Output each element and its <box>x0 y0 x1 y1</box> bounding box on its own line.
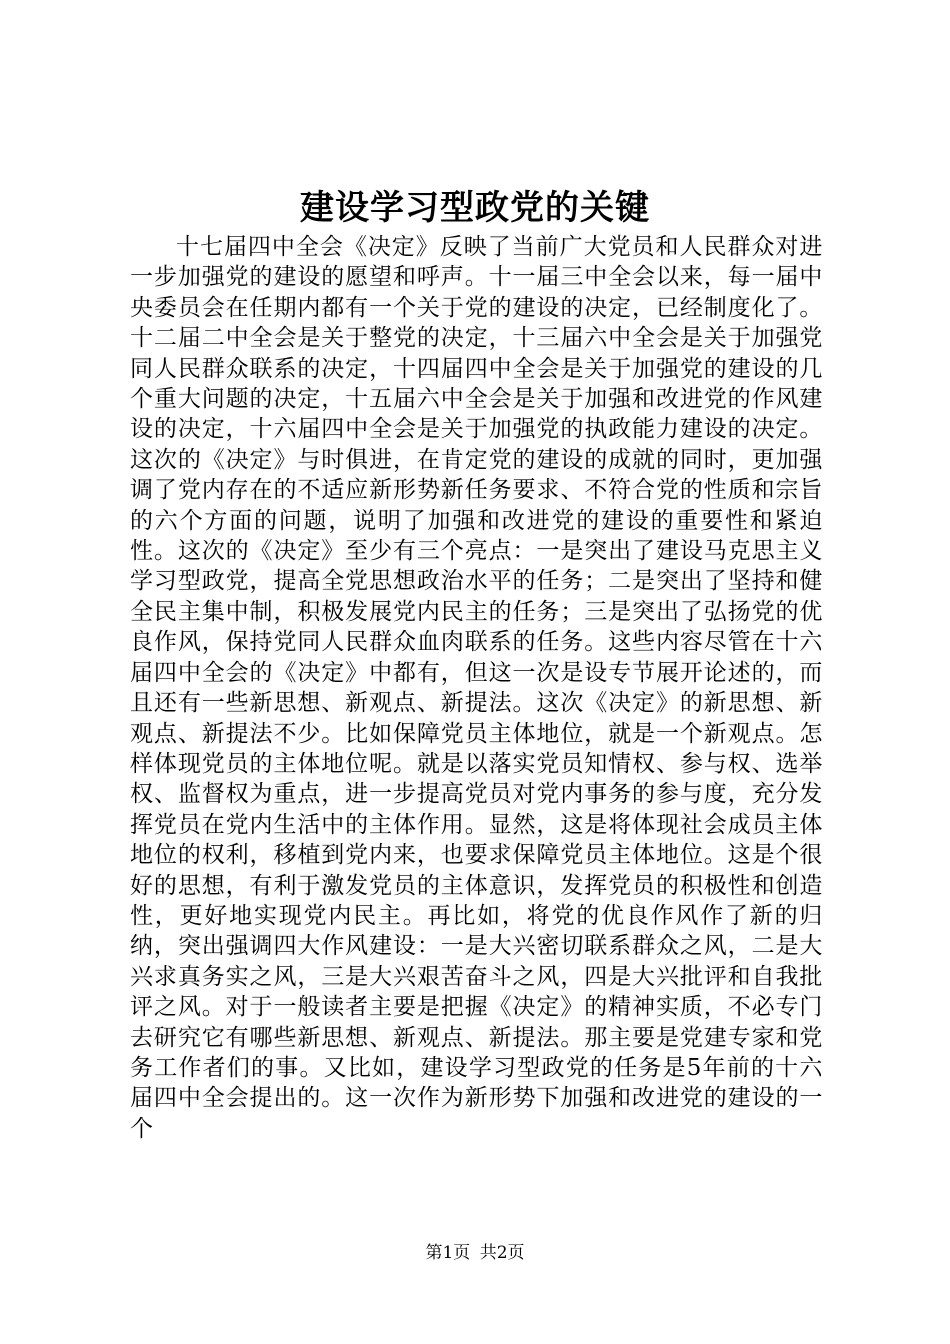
page-number-total: 共2页 <box>479 1243 525 1263</box>
page-footer <box>0 1241 950 1265</box>
document-title: 建设学习型政党的关键 <box>300 188 650 228</box>
page-number-current: 第1页 <box>425 1243 471 1263</box>
document-body-paragraph: 十七届四中全会《决定》反映了当前广大党员和人民群众对进一步加强党的建设的愿望和呼声。十一届三中全会以来，每一届中央委员会在任期内都有一个关于党的建设的决定，已经制度化了。十二届二中全会是关于整党的决定，十三届六中全会是关于加强党同人民群众联系的决定，十四届四中全会是关于加强党的建设的几个重大问题的决定，十五届六中全会是关于加强和改进党的作风建设的决定，十六届四中全会是关于加强党的执政能力建设的决定。这次的《决定》与时俱进，在肯定党的建设的成就的同时，更加强调了党内存在的不适应新形势新任务要求、不符合党的性质和宗旨的六个方面的问题，说明了加强和改进党的建设的重要性和紧迫性。这次的《决定》至少有三个亮点：一是突出了建设马克思主义学习型政党，提高全党思想政治水平的任务；二是突出了坚持和健全民主集中制，积极发展党内民主的任务；三是突出了弘扬党的优良作风，保持党同人民群众血肉联系的任务。这些内容尽管在十六届四中全会的《决定》中都有，但这一次是设专节展开论述的，而且还有一些新思想、新观点、新提法。这次《决定》的新思想、新观点、新提法不少。比如保障党员主体地位，就是一个新观点。怎样体现党员的主体地位呢。就是以落实党员知情权、参与权、选举权、监督权为重点，进一步提高党员对党内事务的参与度，充分发挥党员在党内生活中的主体作用。显然，这是将体现社会成员主体地位的权利，移植到党内来，也要求保障党员主体地位。这是个很好的思想，有利于激发党员的主体意识，发挥党员的积极性和创造性，更好地实现党内民主。再比如，将党的优良作风作了新的归纳，突出强调四大作风建设：一是大兴密切联系群众之风，二是大兴求真务实之风，三是大兴艰苦奋斗之风，四是大兴批评和自我批评之风。对于一般读者主要是把握《决定》的精神实质，不必专门去研究它有哪些新思想、新观点、新提法。那主要是党建专家和党务工作者们的事。又比如，建设学习型政党的任务是5年前的十六届四中全会提出的。这一次作为新形势下加强和改进党的建设的一个 <box>130 234 823 1142</box>
